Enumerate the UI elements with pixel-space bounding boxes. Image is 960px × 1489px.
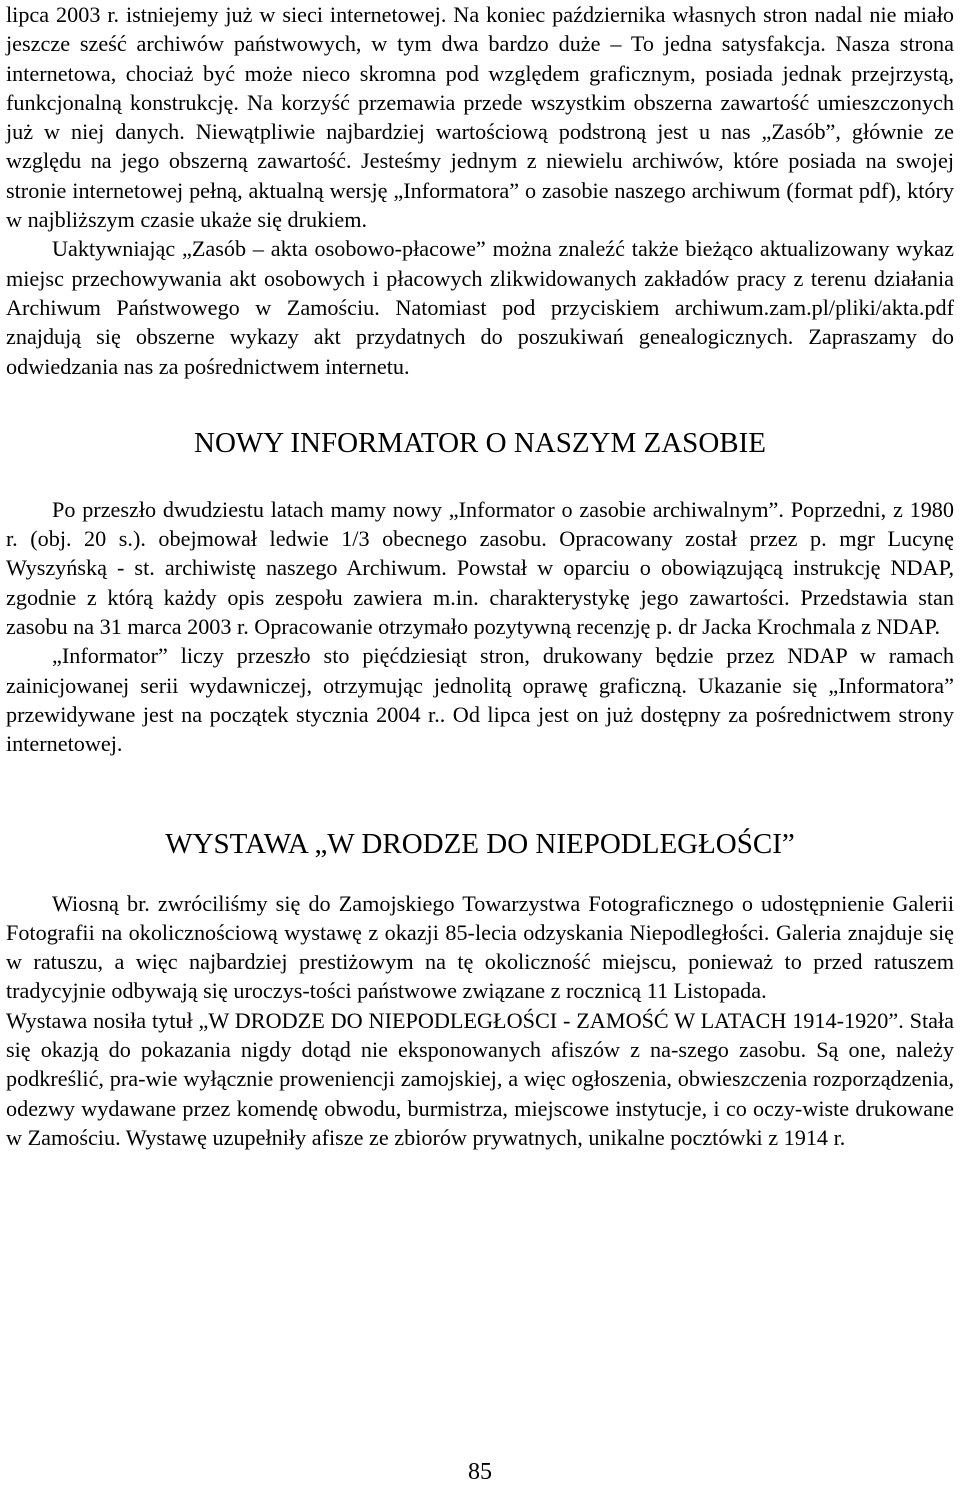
- section-heading: NOWY INFORMATOR O NASZYM ZASOBIE: [194, 426, 766, 459]
- body-paragraph: Wiosną br. zwróciliśmy się do Zamojskiego Towarzystwa Fotograficznego o udostępnienie Galerii Fotografii na okolicznościową wystawę z okazji 85-lecia odzyskania Niepodległości. Galeria znajduje się w ratuszu, a więc najbardziej prestiżowym na tę okoliczność miejscu, ponieważ to przed ratuszem tradycyjnie odbywają się uroczys-tości państwowe związane z rocznicą 11 Listopada.: [6, 890, 954, 1004]
- body-paragraph: Wystawa nosiła tytuł „W DRODZE DO NIEPODLEGŁOŚCI - ZAMOŚĆ W LATACH 1914-1920”. Stała się okazją do pokazania nigdy dotąd nie eksponowanych afiszów z na-szego zasobu. Są one, należy podkreślić, pra-wie wyłącznie proweniencji zamojskiej, a więc ogłoszenia, obwieszczenia rozporządzenia, odezwy wydawane przez komendę obwodu, burmistrza, miejscowe instytucje, i co oczy-wiste drukowane w Zamościu. Wystawę uzupełniły afisze ze zbiorów prywatnych, unikalne pocztówki z 1914 r.: [6, 1007, 954, 1150]
- section-heading: WYSTAWA „W DRODZE DO NIEPODLEGŁOŚCI”: [165, 827, 795, 860]
- document-page: [6, 0, 954, 1152]
- body-paragraph: lipca 2003 r. istniejemy już w sieci internetowej. Na koniec października własnych stron nadal nie miało jeszcze sześć archiwów państwowych, w tym dwa bardzo duże – To jedna satysfakcja. Nasza strona internetowa, chociaż być może nieco skromna pod względem graficznym, posiada jednak przejrzystą, funkcjonalną konstrukcję. Na korzyść przemawia przede wszystkim obszerna zawartość umieszczonych już w niej danych. Niewątpliwie najbardziej wartościową podstroną jest u nas „Zasób”, głównie ze względu na jego obszerną zawartość. Jesteśmy jednym z niewielu archiwów, które posiada na swojej stronie internetowej pełną, aktualną wersję „Informatora” o zasobie naszego archiwum (format pdf), który w najbliższym czasie ukaże się drukiem.: [6, 2, 954, 233]
- page-number: 85: [468, 1459, 492, 1485]
- body-paragraph: Po przeszło dwudziestu latach mamy nowy „Informator o zasobie archiwalnym”. Poprzedni, z 1980 r. (obj. 20 s.). obejmował ledwie 1/3 obecnego zasobu. Opracowany został przez p. mgr Lucynę Wyszyńską - st. archiwistę naszego Archiwum. Powstał w oparciu o obowiązującą instrukcję NDAP, zgodnie z którą każdy opis zespołu zawiera m.in. charakterystykę jego zawartości. Przedstawia stan zasobu na 31 marca 2003 r. Opracowanie otrzymało pozytywną recenzję p. dr Jacka Krochmala z NDAP.: [6, 496, 954, 640]
- body-paragraph: Uaktywniając „Zasób – akta osobowo-płacowe” można znaleźć także bieżąco aktualizowany wykaz miejsc przechowywania akt osobowych i płacowych zlikwidowanych zakładów pracy z terenu działania Archiwum Państwowego w Zamościu. Natomiast pod przyciskiem archiwum.zam.pl/pliki/akta.pdf znajdują się obszerne wykazy akt przydatnych do poszukiwań genealogicznych. Zapraszamy do odwiedzania nas za pośrednictwem internetu.: [6, 236, 954, 379]
- body-paragraph: „Informator” liczy przeszło sto pięćdziesiąt stron, drukowany będzie przez NDAP w ramach zainicjowanej serii wydawniczej, otrzymując jednolitą oprawę graficzną. Ukazanie się „Informatora” przewidywane jest na początek stycznia 2004 r.. Od lipca jest on już dostępny za pośrednictwem strony internetowej.: [6, 643, 954, 757]
